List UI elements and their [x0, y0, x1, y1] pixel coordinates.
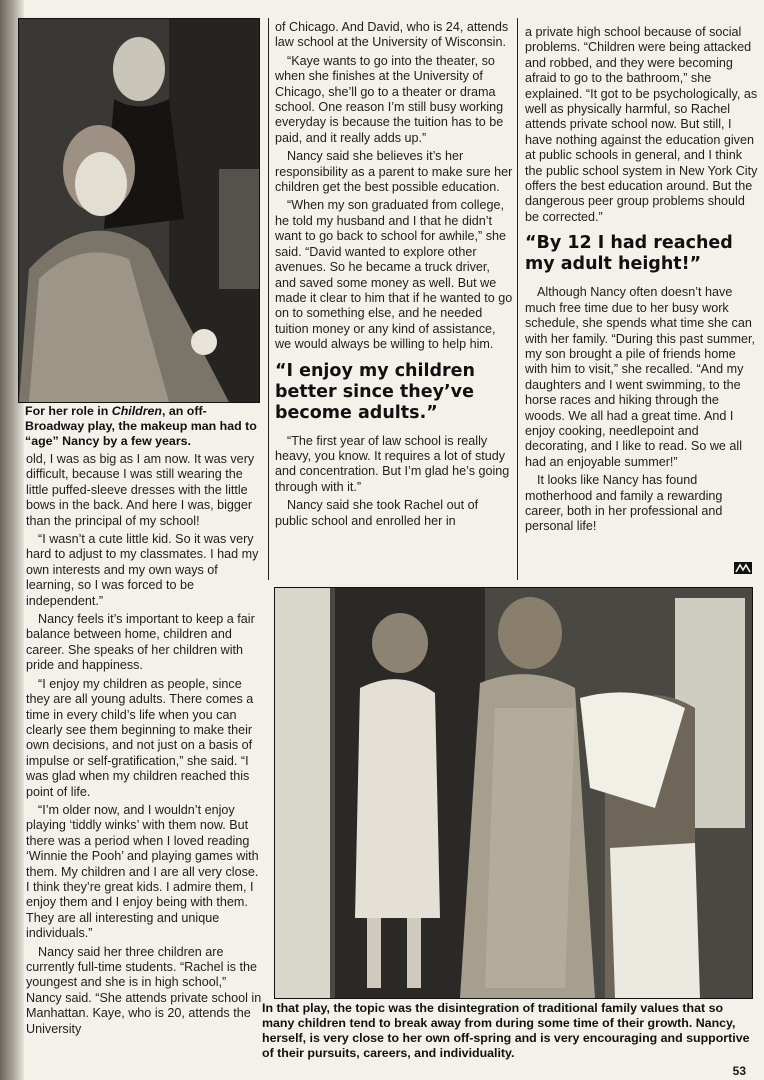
article-column-2 [275, 20, 513, 532]
play-title: Children [111, 404, 163, 418]
pull-quote: “By 12 I had reached my adult height!” [525, 233, 733, 275]
paragraph: It looks like Nancy has found motherhood and family a rewarding career, both in her professional and personal life! [525, 473, 723, 534]
paragraph: “I wasn’t a cute little kid. So it was very hard to adjust to my classmates. I had my own interests and my own ways of learning, so I was forced to be independent.” [26, 532, 259, 608]
page-number: 53 [732, 1064, 746, 1078]
paragraph: Nancy said she took Rachel out of public school and enrolled her in [275, 498, 479, 528]
paragraph: Nancy said she believes it’s her responsibility as a parent to make sure her children get the best possible education. [275, 149, 513, 195]
article-column-1 [26, 452, 262, 1040]
caption-text: For her role in [25, 404, 112, 418]
paragraph: Nancy said her three children are currently full-time students. “Rachel is the youngest and she is in high school,” Nancy said. “She attends private school in Manhattan. Kaye, who is 20, attends the University [26, 944, 262, 1036]
paragraph: Although Nancy often doesn’t have much free time due to her busy work schedule, she spends what time she can with her family. “During this past summer, my son brought a pile of friends home with him to visit,” she recalled. “And my daughters and I went swimming, to the horse races and hiking through the woods. We all had a great time. And I enjoy cooking, needlepoint and decorating, and I like to read. So we all had an enjoyable summer!” [525, 285, 756, 469]
column-rule [268, 18, 269, 580]
paragraph: “I’m older now, and I wouldn’t enjoy playing ‘tiddly winks’ with them now. But there was a period when I loved reading ‘Winnie the Pooh’ and playing games with them. My children and I are all very close. I think they’re great kids. I admire them, I enjoy them and I enjoy being with them. They are all interesting and unique individuals.” [26, 802, 259, 941]
top-photo-caption [25, 404, 260, 449]
paragraph: Nancy feels it’s important to keep a fair balance between home, children and career. She speaks of her children with pride and happiness. [26, 612, 255, 673]
column-rule [517, 18, 518, 580]
article-column-3 [525, 25, 761, 538]
makeup-photo [18, 18, 260, 403]
end-of-article-icon [734, 562, 752, 574]
paragraph: old, I was as big as I am now. It was very difficult, because I was still wearing the little puffed-sleeve dresses with the little bows in the back. And here I was, bigger than the principal of my school! [26, 452, 255, 528]
paragraph: “When my son graduated from college, he told my husband and I that he didn’t want to go back to school for awhile,” she said. “David wanted to explore other avenues. So he became a truck driver, and saved some money as well. But we made it clear to him that if he wanted to go on to something else, and he needed tuition money or any kind of assistance, we would always be willing to help him. [275, 198, 513, 352]
pull-quote: “I enjoy my children better since they’ve become adults.” [275, 360, 476, 423]
paragraph: of Chicago. And David, who is 24, attends law school at the University of Wisconsin. [275, 20, 509, 50]
bottom-photo-caption: In that play, the topic was the disintegration of traditional family values that so many children tend to break away from during some time of their growth. Nancy, herself, is very close to her own off-spring and is very encouraging and supportive of their pursuits, careers, and individuality. [262, 1001, 750, 1060]
paragraph: “I enjoy my children as people, since they are all young adults. There comes a time in every child’s life when you can clearly see them beginning to make their own decisions, and not just on a basis of impulse or self-gratification,” she said. “I was glad when my children reached this point of life. [26, 676, 254, 799]
paragraph: “The first year of law school is really heavy, you know. It requires a lot of study and concentration. But I’m glad he’s going through with it.” [275, 433, 510, 494]
caption-text: , an off-Broadway play, the makeup man had to “age” Nancy by a few years. [25, 404, 257, 448]
paragraph: a private high school because of social problems. “Children were being attacked and robbed, and they were becoming afraid to go to the bathroom,” she explained. “It got to be psychologically, as well as physically harmful, so Rachel attends private school now. But still, I have nothing against the education given at public schools in general, and I think the public school system in New York City offers the best education around. But the dangerous peer group problems should be corrected.” [525, 25, 758, 224]
paragraph: “Kaye wants to go into the theater, so when she finishes at the University of Chicago, she’ll go to a theater or drama school. One reason I’m still busy working everyday is because the tuition has to be paid, and it really adds up.” [275, 53, 504, 145]
stage-scene-photo [274, 587, 753, 999]
